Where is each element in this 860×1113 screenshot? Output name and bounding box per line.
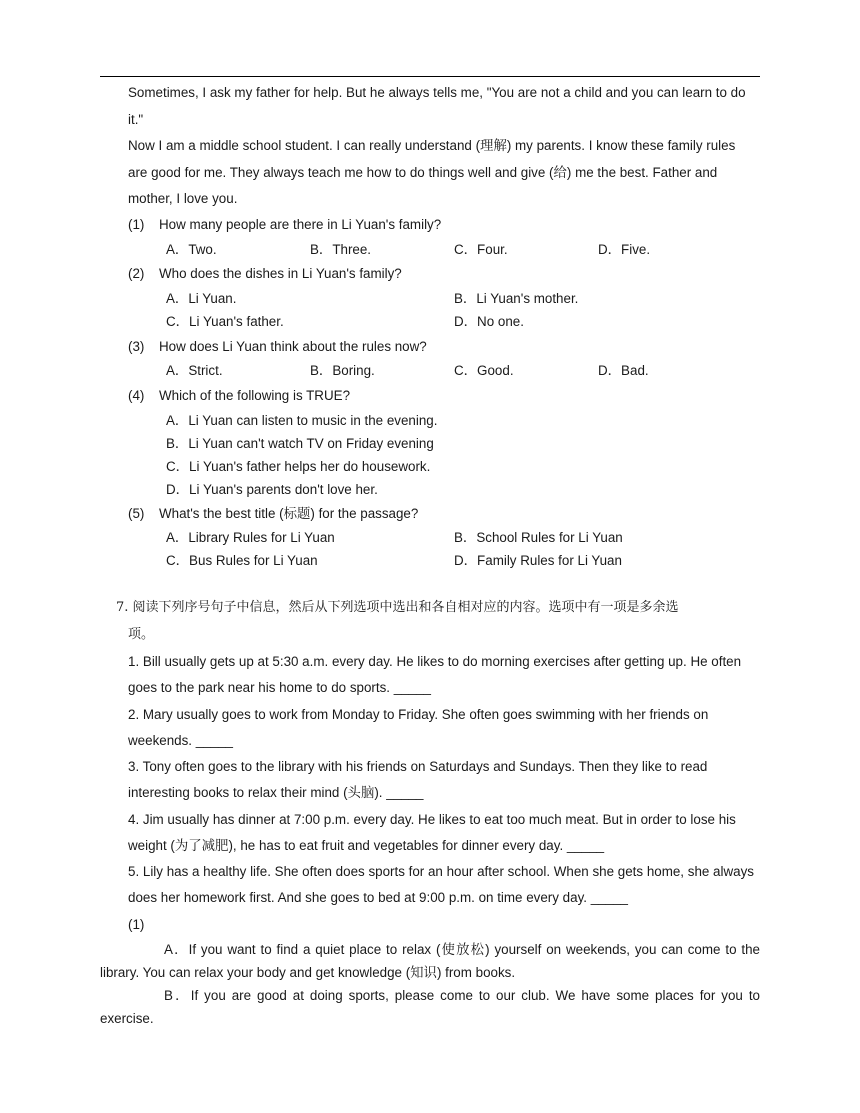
option-a[interactable]: A．Li Yuan can listen to music in the evening. bbox=[166, 413, 438, 428]
question-number: (2) bbox=[128, 266, 145, 281]
option-d[interactable]: D．No one. bbox=[454, 314, 524, 329]
option-a[interactable]: A．Li Yuan. bbox=[166, 291, 237, 306]
passage-line: Now I am a middle school student. I can really understand (理解) my parents. I know these family rules bbox=[128, 138, 736, 153]
section-7-instructions: 7. 阅读下列序号句子中信息，然后从下列选项中选出和各自相对应的内容。选项中有一项是多余选 bbox=[116, 600, 679, 615]
option-b[interactable]: B．Li Yuan's mother. bbox=[454, 291, 579, 306]
passage-line: mother, I love you. bbox=[128, 191, 238, 206]
question-text: How does Li Yuan think about the rules now? bbox=[159, 339, 427, 354]
option-c[interactable]: C．Four. bbox=[454, 242, 508, 257]
option-d[interactable]: D．Bad. bbox=[598, 363, 649, 378]
option-b[interactable]: B．Three. bbox=[310, 242, 372, 257]
option-b[interactable]: B．School Rules for Li Yuan bbox=[454, 530, 623, 545]
passage-line: it." bbox=[128, 112, 144, 127]
choice-a[interactable]: A．If you want to find a quiet place to relax (使放松) yourself on weekends, you can come to the bbox=[164, 942, 760, 957]
option-c[interactable]: C．Li Yuan's father. bbox=[166, 314, 284, 329]
option-c[interactable]: C．Bus Rules for Li Yuan bbox=[166, 553, 318, 568]
section-7-instructions-cont: 项。 bbox=[128, 627, 155, 642]
sentence-item-cont: does her homework first. And she goes to bed at 9:00 p.m. on time every day. _____ bbox=[128, 890, 628, 905]
question-text: What's the best title (标题) for the passage? bbox=[159, 506, 419, 521]
option-c[interactable]: C．Li Yuan's father helps her do housework. bbox=[166, 459, 431, 474]
option-d[interactable]: D．Five. bbox=[598, 242, 651, 257]
choice-b-cont: exercise. bbox=[100, 1011, 154, 1026]
header-rule bbox=[100, 76, 760, 77]
question-number: (1) bbox=[128, 217, 145, 232]
sub-question-label: (1) bbox=[128, 917, 145, 932]
sentence-item: 1. Bill usually gets up at 5:30 a.m. every day. He likes to do morning exercises after getting up. He often bbox=[128, 654, 742, 669]
option-a[interactable]: A．Strict. bbox=[166, 363, 223, 378]
passage-line: Sometimes, I ask my father for help. But he always tells me, "You are not a child and you can learn to do bbox=[128, 85, 746, 100]
option-a[interactable]: A．Two. bbox=[166, 242, 217, 257]
question-number: (3) bbox=[128, 339, 145, 354]
choice-b[interactable]: B．If you are good at doing sports, please come to our club. We have some places for you to bbox=[164, 988, 760, 1003]
option-c[interactable]: C．Good. bbox=[454, 363, 514, 378]
sentence-item: 5. Lily has a healthy life. She often does sports for an hour after school. When she gets home, she always bbox=[128, 864, 754, 879]
question-number: (5) bbox=[128, 506, 145, 521]
choice-a-cont: library. You can relax your body and get knowledge (知识) from books. bbox=[100, 965, 516, 980]
sentence-item-cont: weight (为了减肥), he has to eat fruit and vegetables for dinner every day. _____ bbox=[128, 838, 605, 853]
option-a[interactable]: A．Library Rules for Li Yuan bbox=[166, 530, 335, 545]
sentence-item: 3. Tony often goes to the library with his friends on Saturdays and Sundays. Then they like to read bbox=[128, 759, 708, 774]
option-d[interactable]: D．Family Rules for Li Yuan bbox=[454, 553, 622, 568]
sentence-item: 2. Mary usually goes to work from Monday to Friday. She often goes swimming with her friends on bbox=[128, 707, 709, 722]
sentence-item-cont: goes to the park near his home to do sports. _____ bbox=[128, 680, 431, 695]
question-number: (4) bbox=[128, 388, 145, 403]
option-b[interactable]: B．Boring. bbox=[310, 363, 375, 378]
sentence-item-cont: interesting books to relax their mind (头脑). _____ bbox=[128, 785, 424, 800]
option-d[interactable]: D．Li Yuan's parents don't love her. bbox=[166, 482, 378, 497]
option-b[interactable]: B．Li Yuan can't watch TV on Friday evening bbox=[166, 436, 434, 451]
sentence-item-cont: weekends. _____ bbox=[128, 733, 233, 748]
passage-line: are good for me. They always teach me how to do things well and give (给) me the best. Father and bbox=[128, 165, 718, 180]
question-text: Who does the dishes in Li Yuan's family? bbox=[159, 266, 402, 281]
sentence-item: 4. Jim usually has dinner at 7:00 p.m. every day. He likes to eat too much meat. But in order to lose his bbox=[128, 812, 736, 827]
question-text: Which of the following is TRUE? bbox=[159, 388, 351, 403]
question-text: How many people are there in Li Yuan's family? bbox=[159, 217, 442, 232]
